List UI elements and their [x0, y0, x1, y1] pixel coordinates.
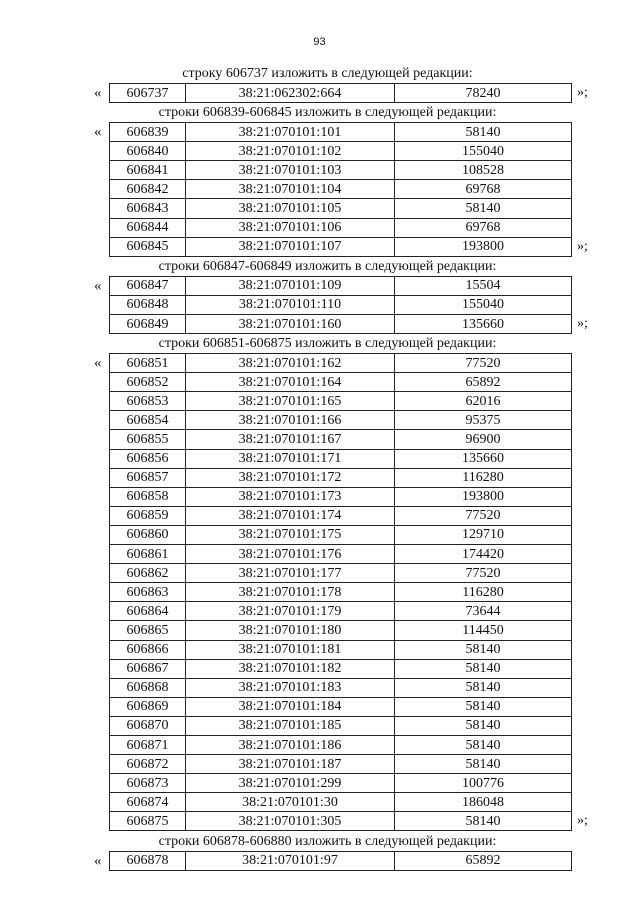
value-cell: 193800 — [395, 237, 572, 256]
amendment-block — [0, 103, 639, 255]
cadastral-number-cell: 38:21:070101:106 — [186, 218, 395, 237]
row-number-cell: 606841 — [110, 161, 186, 180]
row-number-cell: 606873 — [110, 774, 186, 793]
row-number-cell: 606870 — [110, 716, 186, 735]
table-row — [110, 716, 572, 735]
cadastral-number-cell: 38:21:070101:179 — [186, 602, 395, 621]
amendment-table — [109, 276, 572, 334]
table-row — [110, 84, 572, 103]
row-number-cell: 606860 — [110, 525, 186, 544]
row-number-cell: 606867 — [110, 659, 186, 678]
value-cell: 58140 — [395, 735, 572, 754]
table-row — [110, 678, 572, 697]
amendment-instruction: строки 606847-606849 изложить в следующей редакции: — [158, 258, 497, 274]
table-row — [110, 161, 572, 180]
table-row — [110, 449, 572, 468]
value-cell: 69768 — [395, 180, 572, 199]
value-cell: 69768 — [395, 218, 572, 237]
row-number-cell: 606872 — [110, 755, 186, 774]
row-number-cell: 606854 — [110, 411, 186, 430]
amendment-instruction: строки 606851-606875 изложить в следующей редакции: — [158, 336, 497, 352]
value-cell: 114450 — [395, 621, 572, 640]
cadastral-number-cell: 38:21:070101:178 — [186, 583, 395, 602]
table-row — [110, 640, 572, 659]
row-number-cell: 606840 — [110, 142, 186, 161]
value-cell: 58140 — [395, 123, 572, 142]
cadastral-number-cell: 38:21:070101:105 — [186, 199, 395, 218]
cadastral-number-cell: 38:21:070101:102 — [186, 142, 395, 161]
cadastral-number-cell: 38:21:070101:186 — [186, 735, 395, 754]
cadastral-number-cell: 38:21:070101:103 — [186, 161, 395, 180]
cadastral-number-cell: 38:21:070101:184 — [186, 697, 395, 716]
value-cell: 193800 — [395, 487, 572, 506]
close-quote: »; — [577, 315, 588, 331]
row-number-cell: 606858 — [110, 487, 186, 506]
table-row — [110, 545, 572, 564]
table-row — [110, 793, 572, 812]
row-number-cell: 606861 — [110, 545, 186, 564]
cadastral-number-cell: 38:21:070101:174 — [186, 506, 395, 525]
cadastral-number-cell: 38:21:070101:110 — [186, 295, 395, 314]
table-row — [110, 851, 572, 870]
cadastral-number-cell: 38:21:070101:166 — [186, 411, 395, 430]
cadastral-number-cell: 38:21:070101:177 — [186, 564, 395, 583]
cadastral-number-cell: 38:21:070101:176 — [186, 545, 395, 564]
value-cell: 58140 — [395, 812, 572, 831]
value-cell: 73644 — [395, 602, 572, 621]
value-cell: 100776 — [395, 774, 572, 793]
value-cell: 15504 — [395, 276, 572, 295]
row-number-cell: 606864 — [110, 602, 186, 621]
row-number-cell: 606843 — [110, 199, 186, 218]
table-row — [110, 180, 572, 199]
row-number-cell: 606869 — [110, 697, 186, 716]
amendment-table — [109, 122, 572, 257]
row-number-cell: 606849 — [110, 314, 186, 333]
row-number-cell: 606878 — [110, 851, 186, 870]
value-cell: 135660 — [395, 314, 572, 333]
table-row — [110, 123, 572, 142]
value-cell: 116280 — [395, 468, 572, 487]
open-quote: « — [94, 124, 102, 141]
table-row — [110, 697, 572, 716]
table-row — [110, 487, 572, 506]
row-number-cell: 606845 — [110, 237, 186, 256]
amendment-table — [109, 353, 572, 831]
close-quote: »; — [577, 238, 588, 254]
row-number-cell: 606851 — [110, 354, 186, 373]
table-row — [110, 373, 572, 392]
cadastral-number-cell: 38:21:070101:171 — [186, 449, 395, 468]
amendment-table — [109, 851, 572, 871]
table-row — [110, 276, 572, 295]
table-row — [110, 354, 572, 373]
value-cell: 62016 — [395, 392, 572, 411]
row-number-cell: 606875 — [110, 812, 186, 831]
value-cell: 58140 — [395, 199, 572, 218]
row-number-cell: 606842 — [110, 180, 186, 199]
table-row — [110, 525, 572, 544]
value-cell: 65892 — [395, 373, 572, 392]
value-cell: 174420 — [395, 545, 572, 564]
cadastral-number-cell: 38:21:070101:185 — [186, 716, 395, 735]
cadastral-number-cell: 38:21:070101:165 — [186, 392, 395, 411]
table-row — [110, 621, 572, 640]
value-cell: 77520 — [395, 354, 572, 373]
row-number-cell: 606857 — [110, 468, 186, 487]
row-number-cell: 606859 — [110, 506, 186, 525]
amendment-block — [0, 64, 639, 101]
value-cell: 135660 — [395, 449, 572, 468]
cadastral-number-cell: 38:21:070101:162 — [186, 354, 395, 373]
table-row — [110, 295, 572, 314]
value-cell: 58140 — [395, 659, 572, 678]
table-row — [110, 430, 572, 449]
row-number-cell: 606853 — [110, 392, 186, 411]
cadastral-number-cell: 38:21:070101:30 — [186, 793, 395, 812]
cadastral-number-cell: 38:21:070101:187 — [186, 755, 395, 774]
table-row — [110, 812, 572, 831]
row-number-cell: 606737 — [110, 84, 186, 103]
cadastral-number-cell: 38:21:070101:183 — [186, 678, 395, 697]
value-cell: 129710 — [395, 525, 572, 544]
row-number-cell: 606874 — [110, 793, 186, 812]
table-row — [110, 142, 572, 161]
value-cell: 95375 — [395, 411, 572, 430]
close-quote: »; — [577, 85, 588, 100]
amendment-block — [0, 334, 639, 829]
open-quote: « — [94, 277, 102, 294]
row-number-cell: 606856 — [110, 449, 186, 468]
value-cell: 77520 — [395, 506, 572, 525]
close-quote: »; — [577, 813, 588, 829]
table-row — [110, 411, 572, 430]
cadastral-number-cell: 38:21:070101:104 — [186, 180, 395, 199]
open-quote: « — [94, 852, 102, 869]
row-number-cell: 606839 — [110, 123, 186, 142]
table-row — [110, 583, 572, 602]
value-cell: 155040 — [395, 142, 572, 161]
value-cell: 65892 — [395, 851, 572, 870]
table-row — [110, 602, 572, 621]
table-row — [110, 735, 572, 754]
row-number-cell: 606847 — [110, 276, 186, 295]
cadastral-number-cell: 38:21:070101:299 — [186, 774, 395, 793]
row-number-cell: 606868 — [110, 678, 186, 697]
value-cell: 108528 — [395, 161, 572, 180]
table-row — [110, 755, 572, 774]
row-number-cell: 606862 — [110, 564, 186, 583]
table-row — [110, 314, 572, 333]
cadastral-number-cell: 38:21:070101:173 — [186, 487, 395, 506]
value-cell: 58140 — [395, 678, 572, 697]
value-cell: 78240 — [395, 84, 572, 103]
table-row — [110, 237, 572, 256]
table-row — [110, 468, 572, 487]
cadastral-number-cell: 38:21:062302:664 — [186, 84, 395, 103]
amendment-instruction: строку 606737 изложить в следующей редакции: — [182, 66, 473, 81]
table-row — [110, 218, 572, 237]
cadastral-number-cell: 38:21:070101:97 — [186, 851, 395, 870]
value-cell: 58140 — [395, 697, 572, 716]
value-cell: 58140 — [395, 716, 572, 735]
table-row — [110, 659, 572, 678]
row-number-cell: 606855 — [110, 430, 186, 449]
cadastral-number-cell: 38:21:070101:181 — [186, 640, 395, 659]
row-number-cell: 606866 — [110, 640, 186, 659]
page-number: 93 — [313, 36, 326, 48]
row-number-cell: 606871 — [110, 735, 186, 754]
value-cell: 186048 — [395, 793, 572, 812]
amendment-block — [0, 832, 639, 869]
cadastral-number-cell: 38:21:070101:109 — [186, 276, 395, 295]
open-quote: « — [94, 355, 102, 372]
row-number-cell: 606844 — [110, 218, 186, 237]
table-row — [110, 392, 572, 411]
value-cell: 58140 — [395, 755, 572, 774]
cadastral-number-cell: 38:21:070101:101 — [186, 123, 395, 142]
cadastral-number-cell: 38:21:070101:107 — [186, 237, 395, 256]
amendment-table — [109, 83, 572, 103]
cadastral-number-cell: 38:21:070101:182 — [186, 659, 395, 678]
table-row — [110, 774, 572, 793]
cadastral-number-cell: 38:21:070101:160 — [186, 314, 395, 333]
value-cell: 116280 — [395, 583, 572, 602]
row-number-cell: 606863 — [110, 583, 186, 602]
cadastral-number-cell: 38:21:070101:180 — [186, 621, 395, 640]
cadastral-number-cell: 38:21:070101:172 — [186, 468, 395, 487]
cadastral-number-cell: 38:21:070101:175 — [186, 525, 395, 544]
row-number-cell: 606852 — [110, 373, 186, 392]
table-row — [110, 564, 572, 583]
value-cell: 58140 — [395, 640, 572, 659]
row-number-cell: 606848 — [110, 295, 186, 314]
cadastral-number-cell: 38:21:070101:167 — [186, 430, 395, 449]
cadastral-number-cell: 38:21:070101:305 — [186, 812, 395, 831]
cadastral-number-cell: 38:21:070101:164 — [186, 373, 395, 392]
table-row — [110, 199, 572, 218]
amendment-instruction: строки 606878-606880 изложить в следующей редакции: — [158, 833, 497, 849]
amendment-block — [0, 257, 639, 332]
open-quote: « — [94, 85, 102, 101]
amendment-instruction: строки 606839-606845 изложить в следующей редакции: — [158, 105, 497, 121]
value-cell: 155040 — [395, 295, 572, 314]
row-number-cell: 606865 — [110, 621, 186, 640]
value-cell: 77520 — [395, 564, 572, 583]
table-row — [110, 506, 572, 525]
value-cell: 96900 — [395, 430, 572, 449]
